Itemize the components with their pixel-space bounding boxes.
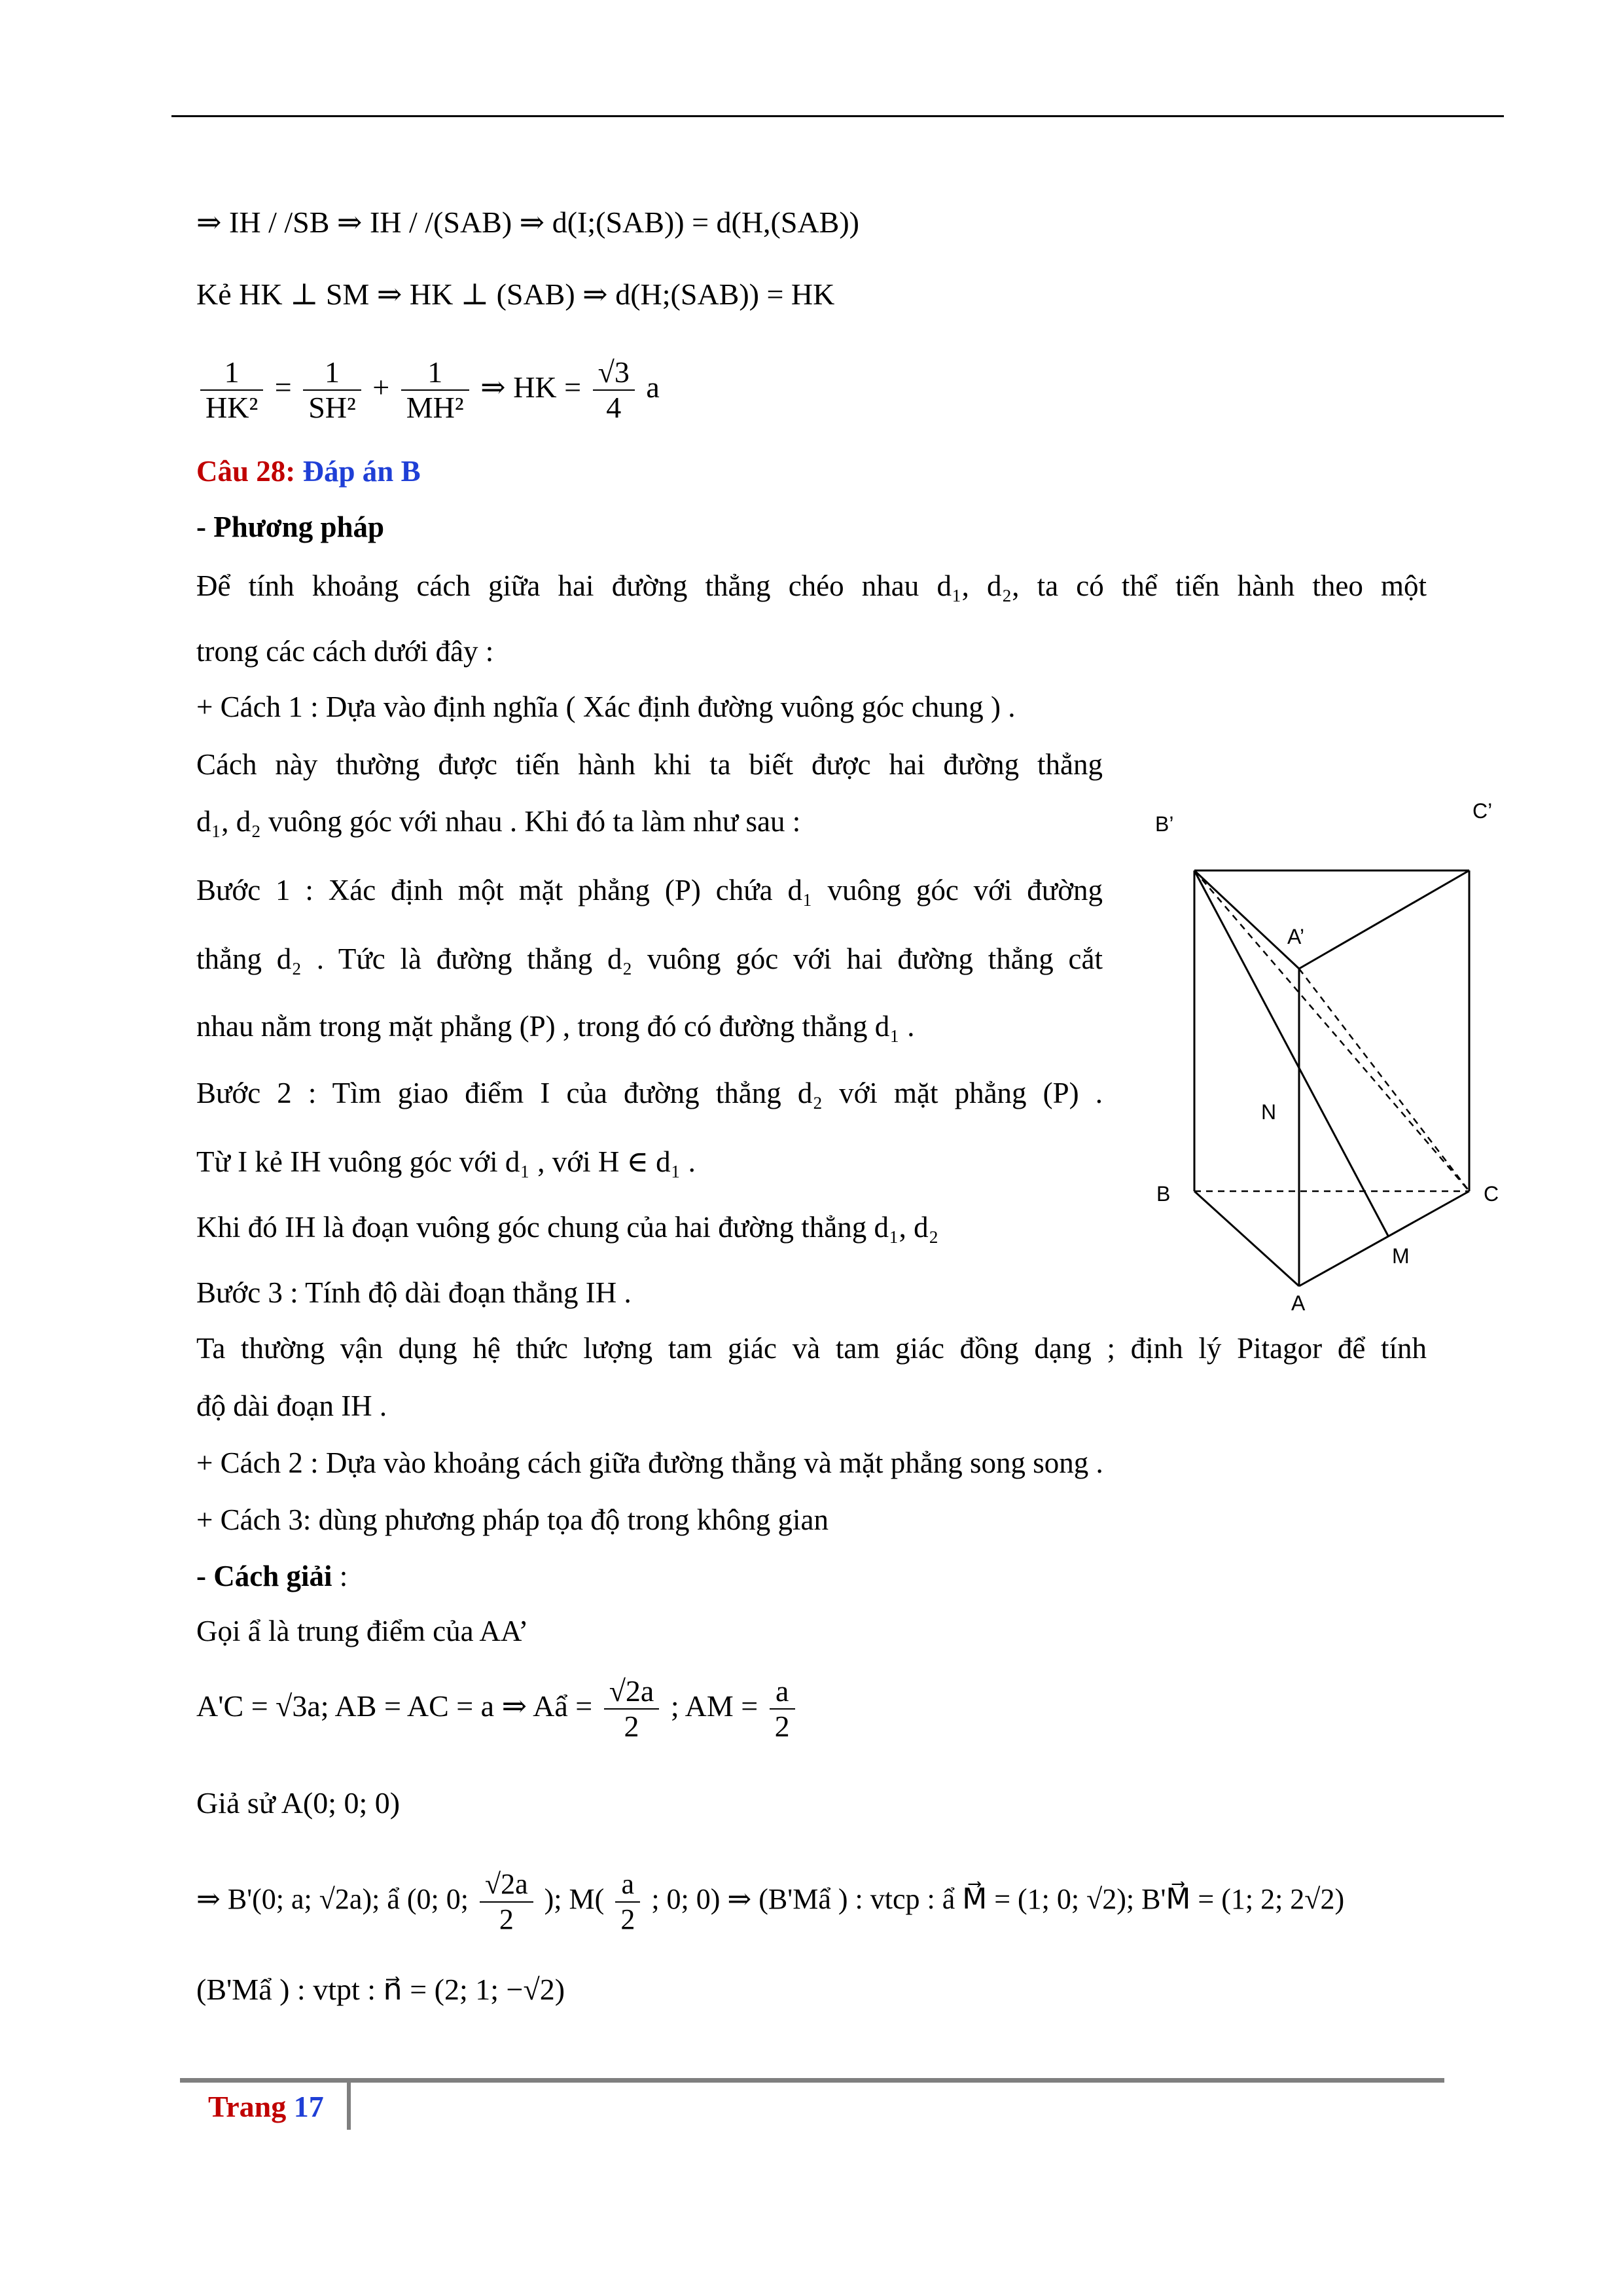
method-cach-1b: Cách này thường được tiến hành khi ta biết được hai đường thẳng [196,748,1103,781]
segment-ap-c-hidden [1299,969,1469,1191]
question-heading: Câu 28: Đáp án B [196,455,421,488]
formula-hk-length: $\frac{1}{\text{HK²}}$ = $\frac{1}{\text{SH²}}$ + $\frac{1}{\text{MH²}}$ ⇒ HK = $\frac{√3}{4}$ a [196,353,660,425]
method-buoc-2a: Bước 2 : Tìm giao điểm I của đường thẳng d₂ với mặt phẳng (P) . [196,1077,1103,1109]
solution-step-2: A'C = √3a; AB = AC = a ⇒ Aẩ = $\frac{√2a}{2}$ ; AM = $\frac{a}{2}$ [196,1672,799,1744]
method-tip-1: Ta thường vận dụng hệ thức lượng tam giác và tam giác đồng dạng ; định lý Pitagor để tính [196,1332,1427,1365]
method-paragraph-1b: trong các cách dưới đây : [196,635,494,668]
method-cach-1: + Cách 1 : Dựa vào định nghĩa ( Xác định đường vuông góc chung ) . [196,691,1016,723]
label-a: A [1291,1291,1306,1315]
method-buoc-1a: Bước 1 : Xác định một mặt phẳng (P) chứa d₁ vuông góc với đường [196,874,1103,906]
fraction: $\frac{1}{\text{SH²}}$ [303,355,361,425]
method-buoc-2c: Khi đó IH là đoạn vuông góc chung của hai đường thẳng d₁, d₂ [196,1211,939,1244]
method-buoc-3: Bước 3 : Tính độ dài đoạn thẳng IH . [196,1276,632,1309]
label-c-prime: C’ [1472,799,1493,823]
label-b-prime: B’ [1155,812,1174,836]
fraction: $\frac{√2a}{2}$ [480,1867,533,1937]
fraction: $\frac{√3}{4}$ [593,355,635,425]
fraction: $\frac{a}{2}$ [770,1674,795,1744]
fraction: $\frac{1}{\text{MH²}}$ [401,355,469,425]
method-cach-1c: d₁, d₂ vuông góc với nhau . Khi đó ta làm như sau : [196,805,801,838]
solution-step-5: (B'Mẩ ) : vtpt : n⃗ = (2; 1; −√2) [196,1973,565,2006]
solution-step-3: Giả sử A(0; 0; 0) [196,1786,401,1820]
formula-ih-parallel: ⇒ IH / /SB ⇒ IH / /(SAB) ⇒ d(I;(SAB)) = d(H,(SAB)) [196,206,859,239]
formula-hk-perpendicular: Kẻ HK ⊥ SM ⇒ HK ⊥ (SAB) ⇒ d(H;(SAB)) = HK [196,278,835,311]
top-rule [171,115,1504,117]
segment-bp-c-hidden [1194,870,1469,1191]
label-a-prime: A’ [1287,925,1305,948]
page-number: Trang 17 [208,2090,324,2123]
fraction: $\frac{1}{\text{HK²}}$ [200,355,263,425]
method-cach-2: + Cách 2 : Dựa vào khoảng cách giữa đường thẳng và mặt phẳng song song . [196,1446,1103,1479]
method-tip-2: độ dài đoạn IH . [196,1390,387,1422]
solution-heading: - Cách giải : [196,1560,348,1592]
label-n: N [1261,1100,1277,1124]
method-paragraph-1a: Để tính khoảng cách giữa hai đường thẳng chéo nhau d₁, d₂, ta có thể tiến hành theo một [196,569,1427,602]
method-heading: - Phương pháp [196,511,385,543]
method-buoc-1b: thẳng d₂ . Tức là đường thẳng d₂ vuông góc với hai đường thẳng cắt [196,942,1103,975]
solution-step-4: ⇒ B'(0; a; √2a); ẩ (0; 0; $\frac{√2a}{2}$ ); M( $\frac{a}{2}$ ; 0; 0) ⇒ (B'Mẩ ) : vtcp : ẩ M⃗ = (1; 0; √2); B'M⃗ = (1; 2; 2√2) [196,1867,1345,1935]
label-c: C [1484,1182,1499,1206]
edge-a-c [1299,1191,1469,1286]
edge-b-a [1194,1191,1299,1286]
method-buoc-2b: Từ I kẻ IH vuông góc với d₁ , với H ∈ d₁ . [196,1145,696,1178]
method-cach-3: + Cách 3: dùng phương pháp tọa độ trong không gian [196,1503,829,1536]
method-buoc-1c: nhau nằm trong mặt phẳng (P) , trong đó có đường thẳng d₁ . [196,1010,915,1043]
fraction: $\frac{a}{2}$ [615,1867,640,1937]
footer-separator [347,2083,351,2130]
label-b: B [1156,1182,1171,1206]
solution-step-1: Gọi ẩ là trung điểm của AA’ [196,1615,529,1647]
label-m: M [1392,1244,1410,1268]
prism-figure [1142,792,1522,1316]
fraction: $\frac{√2a}{2}$ [604,1674,660,1744]
footer-rule [180,2078,1444,2083]
edge-bp-ap [1194,870,1299,969]
edge-ap-cp [1299,870,1469,969]
